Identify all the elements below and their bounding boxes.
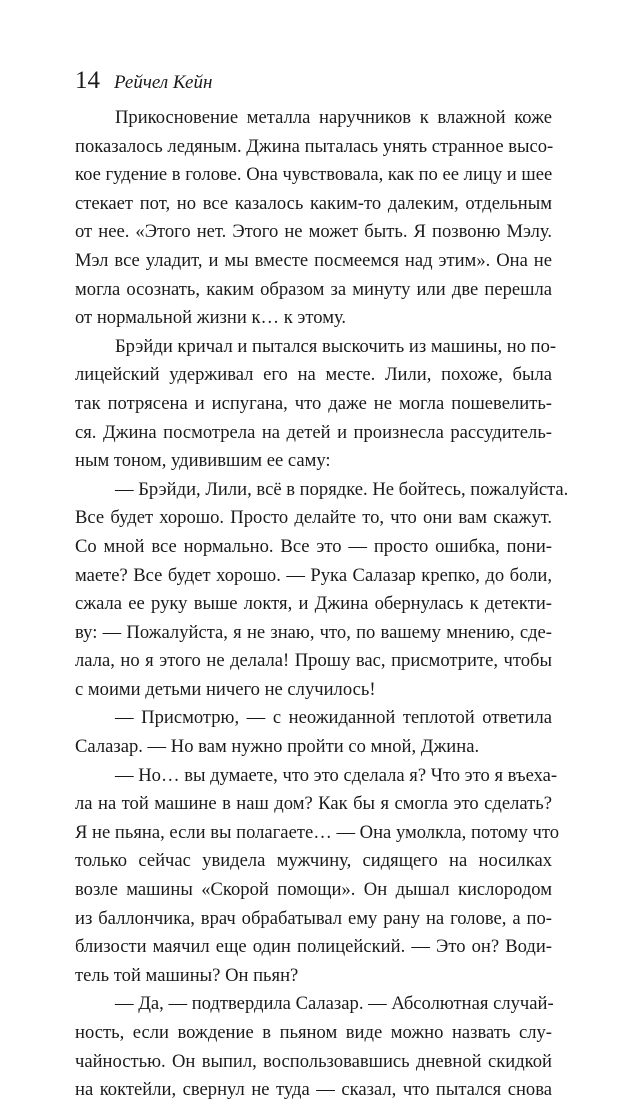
text-line: из баллончика, врач обрабатывал ему рану на голове, а по- [75,907,552,929]
text-line: ву: — Пожалуйста, я не знаю, что, по вашему мнению, сде- [75,621,552,643]
text-line: близости маячил еще один полицейский. — Это он? Води- [75,936,552,958]
text-line: Прикосновение металла наручников к влажной коже [115,107,552,128]
text-line: Со мной все нормально. Все это — просто ошибка, пони- [75,535,552,557]
text-line: — Да, — подтвердила Салазар. — Абсолютная случай- [115,993,554,1015]
text-line: могла осознать, каким образом за минуту или две перешла [75,278,552,300]
text-line: от нормальной жизни к… к этому. [75,307,347,329]
running-head [75,64,212,98]
text-line: тель той машины? Он пьян? [75,964,299,986]
text-line: Мэл все уладит, и мы вместе посмеемся над этим». Она не [75,249,552,271]
text-line: стекает пот, но все казалось каким-то далеким, отдельным [75,192,552,214]
text-line: лала, но я этого не делала! Прошу вас, присмотрите, чтобы [75,650,552,672]
text-line: ным тоном, удивившим ее саму: [75,450,331,472]
text-line: кое гудение в голове. Она чувствовала, как по ее лицу и шее [75,164,553,186]
text-line: Я не пьяна, если вы полагаете… — Она умолкла, потому что [75,821,560,843]
text-line: Все будет хорошо. Просто делайте то, что они вам скажут. [75,507,552,529]
running-title: Рейчел Кейн [114,72,213,93]
text-line: ла на той машине в наш дом? Как бы я смогла это сделать? [75,793,552,815]
text-line: на коктейли, свернул не туда — сказал, что пытался снова [75,1079,552,1101]
text-line: — Но… вы думаете, что это сделала я? Что это я въеха- [115,764,558,786]
text-line: только сейчас увидела мужчину, сидящего на носилках [75,850,552,872]
text-line: сжала ее руку выше локтя, и Джина обернулась к детекти- [75,593,552,615]
text-line: от нее. «Этого нет. Этого не может быть. Я позвоню Мэлу. [75,221,552,243]
text-line: возле машины «Скорой помощи». Он дышал кислородом [75,879,552,901]
text-line: так потрясена и испугана, что даже не могла пошевелить- [75,392,552,414]
text-line: — Брэйди, Лили, всё в порядке. Не бойтесь, пожалуйста. [115,478,569,500]
text-line: чайностью. Он выпил, воспользовавшись дневной скидкой [75,1050,552,1072]
text-line: Салазар. — Но вам нужно пройти со мной, Джина. [75,736,480,758]
text-line: с моими детьми ничего не случилось! [75,678,376,700]
text-line: лицейский удерживал его на месте. Лили, похоже, была [75,364,552,386]
text-line: маете? Все будет хорошо. — Рука Салазар крепко, до боли, [75,564,552,586]
text-line: ся. Джина посмотрела на детей и произнесла рассудитель- [75,421,552,443]
text-line: Брэйди кричал и пытался выскочить из машины, но по- [115,335,557,357]
text-line: показалось ледяным. Джина пыталась унять странное высо- [75,135,554,157]
page-number: 14 [75,67,100,94]
text-line: — Присмотрю, — с неожиданной теплотой ответила [115,707,552,729]
body-text [75,104,569,1105]
text-line: ность, если вождение в пьяном виде можно назвать слу- [75,1022,552,1043]
